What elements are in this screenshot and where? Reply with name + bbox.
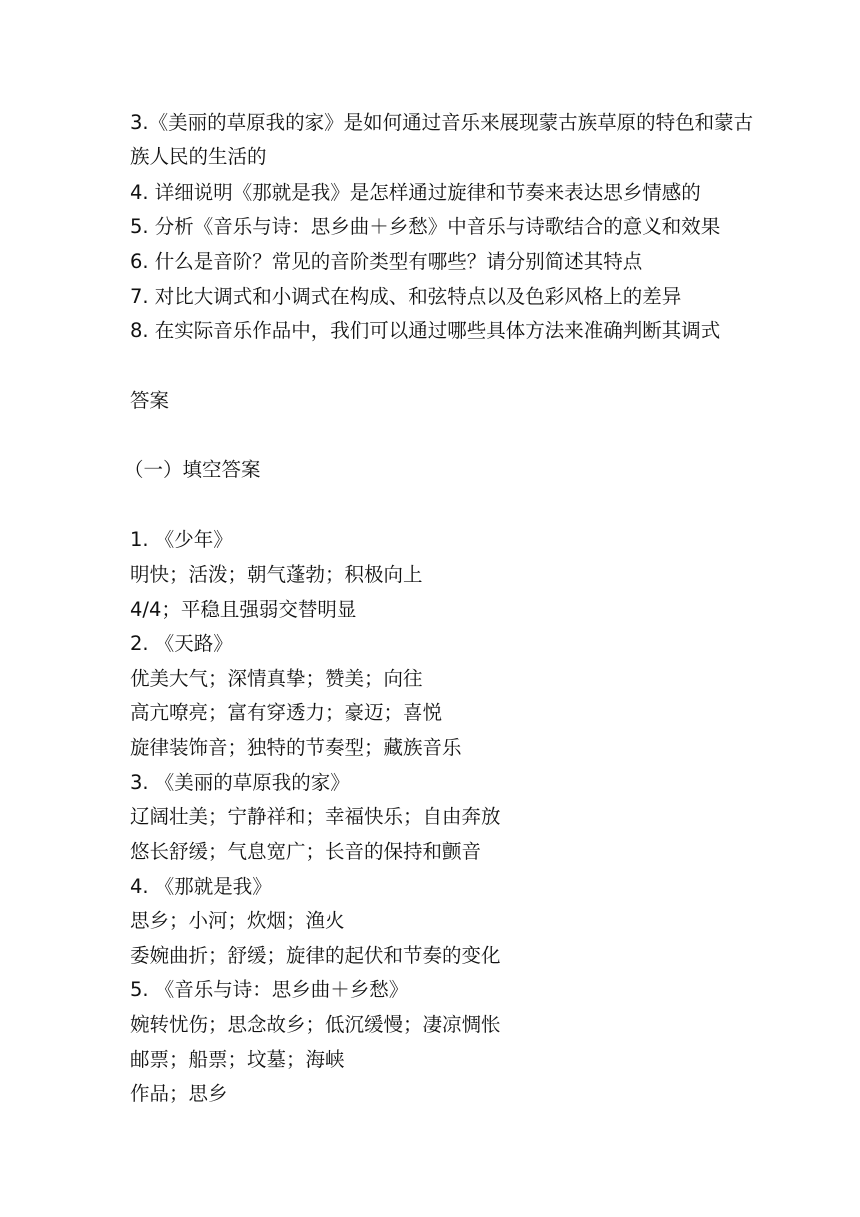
answer-line: 3. 《美丽的草原我的家》: [130, 771, 350, 794]
answer-line: 旋律装饰音；独特的节奏型；藏族音乐: [130, 736, 462, 759]
fill-blank-heading: （一）填空答案: [124, 458, 261, 481]
answer-line: 4. 《那就是我》: [130, 875, 272, 898]
answer-line: 明快；活泼；朝气蓬勃；积极向上: [130, 563, 423, 586]
answer-line: 委婉曲折；舒缓；旋律的起伏和节奏的变化: [130, 944, 501, 967]
answer-line: 1. 《少年》: [130, 528, 233, 551]
question-3: 3.《美丽的草原我的家》是如何通过音乐来展现蒙古族草原的特色和蒙古族人民的生活的: [130, 111, 754, 168]
question-7: 7. 对比大调式和小调式在构成、和弦特点以及色彩风格上的差异: [130, 285, 682, 308]
answer-line: 作品；思乡: [130, 1082, 228, 1105]
answer-line: 悠长舒缓；气息宽广；长音的保持和颤音: [130, 840, 482, 863]
question-8: 8. 在实际音乐作品中，我们可以通过哪些具体方法来准确判断其调式: [130, 319, 721, 342]
answer-line: 2. 《天路》: [130, 632, 233, 655]
answer-line: 辽阔壮美；宁静祥和；幸福快乐；自由奔放: [130, 805, 501, 828]
question-5: 5. 分析《音乐与诗：思乡曲＋乡愁》中音乐与诗歌结合的意义和效果: [130, 215, 721, 238]
answers-heading: 答案: [130, 389, 170, 412]
answer-line: 4/4；平稳且强弱交替明显: [130, 598, 357, 621]
answer-line: 优美大气；深情真挚；赞美；向往: [130, 667, 423, 690]
answer-line: 高亢嘹亮；富有穿透力；豪迈；喜悦: [130, 701, 443, 724]
answer-line: 5. 《音乐与诗：思乡曲＋乡愁》: [130, 978, 409, 1001]
question-4: 4. 详细说明《那就是我》是怎样通过旋律和节奏来表达思乡情感的: [130, 181, 701, 204]
answer-line: 婉转忧伤；思念故乡；低沉缓慢；凄凉惆怅: [130, 1013, 501, 1036]
answer-line: 邮票；船票；坟墓；海峡: [130, 1048, 345, 1071]
answer-line: 思乡；小河；炊烟；渔火: [130, 909, 345, 932]
question-6: 6. 什么是音阶？常见的音阶类型有哪些？请分别简述其特点: [130, 250, 643, 273]
